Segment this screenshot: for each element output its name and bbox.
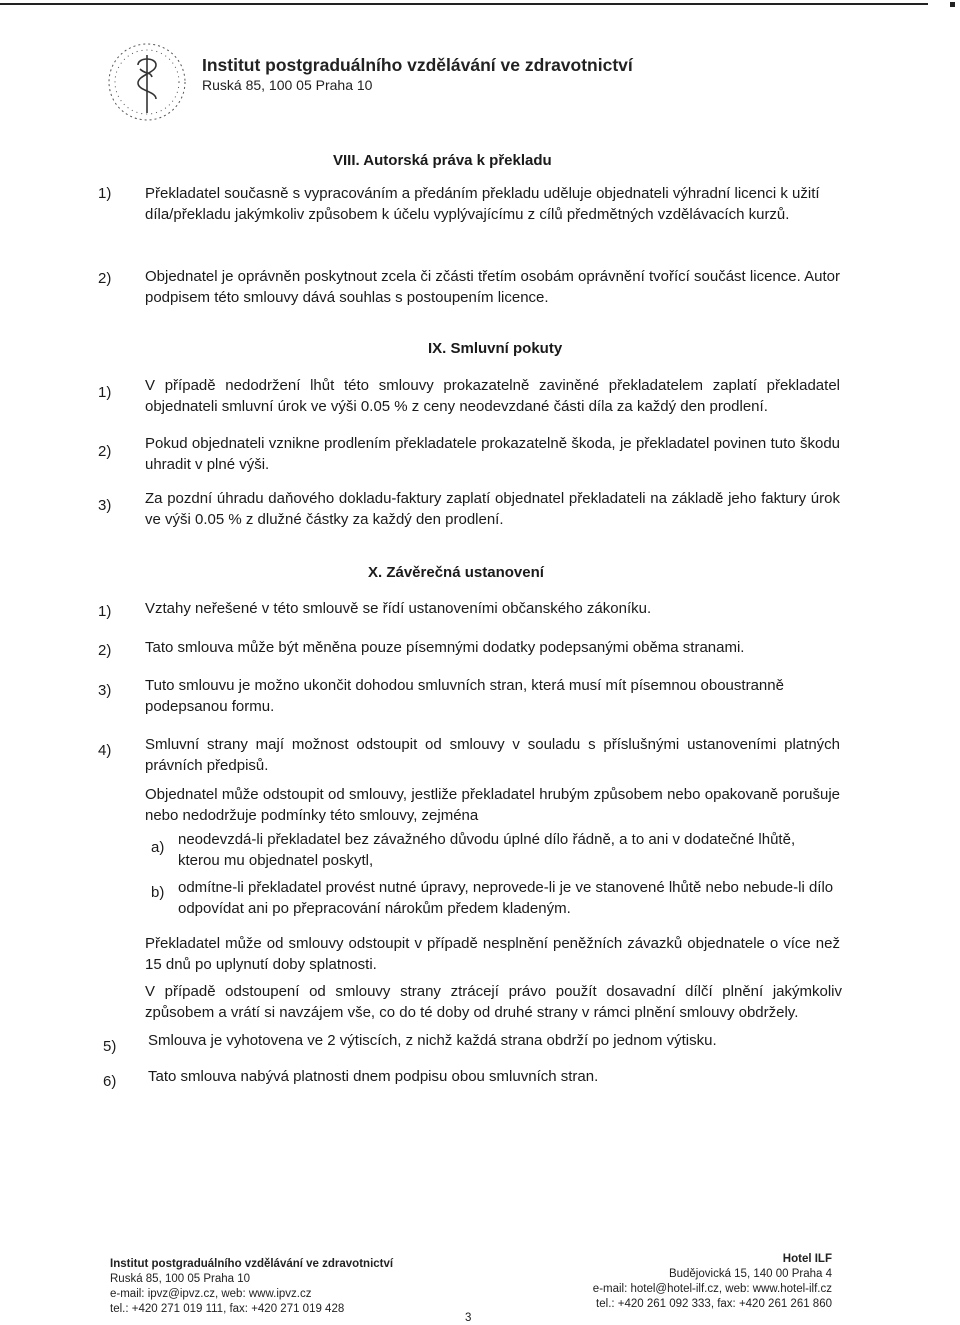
item-number: 2)	[98, 443, 112, 460]
item-number: 3)	[98, 682, 112, 699]
footer-right-phone: tel.: +420 261 092 333, fax: +420 261 261 860	[596, 1298, 832, 1310]
item-text: Tuto smlouvu je možno ukončit dohodou smluvních stran, která musí mít písemnou oboustranně podepsanou formu.	[145, 677, 784, 715]
subitem-letter: a)	[151, 839, 165, 856]
footer-left-contact: e-mail: ipvz@ipvz.cz, web: www.ipvz.cz	[110, 1288, 312, 1300]
item-text: Pokud objednateli vznikne prodlením překladatele prokazatelně škoda, je překladatel povinen tuto škodu uhradit v plné výši.	[145, 435, 840, 473]
footer-right-address: Budějovická 15, 140 00 Praha 4	[668, 1268, 832, 1280]
paragraph-text: V případě odstoupení od smlouvy strany ztrácejí právo použít dosavadní dílčí plnění jakýmkoliv způsobem a vrátí si navzájem vše, co do té doby od druhé strany v rámci plnění smlouvy obdržely.	[145, 983, 842, 1021]
item-text: Smluvní strany mají možnost odstoupit od smlouvy v souladu s příslušnými ustanoveními platných právních předpisů.	[145, 736, 840, 774]
page-number: 3	[465, 1312, 472, 1324]
section-title-viii: VIII. Autorská práva k překladu	[333, 152, 552, 169]
institute-logo-icon	[100, 35, 195, 130]
item-text: V případě nedodržení lhůt této smlouvy prokazatelně zaviněné překladatelem zaplatí překladatel objednateli smluvní úrok ve výši 0.05 % z ceny neodevzdané části díla za každý den prodlení.	[145, 377, 840, 415]
item-number: 4)	[98, 742, 112, 759]
section-title-ix: IX. Smluvní pokuty	[428, 340, 563, 357]
paragraph-text: Objednatel může odstoupit od smlouvy, jestliže překladatel hrubým způsobem nebo opakovaně porušuje nebo nedodržuje podmínky této smlouvy, zejména	[145, 786, 840, 824]
item-text: Tato smlouva může být měněna pouze písemnými dodatky podepsanými oběma stranami.	[145, 639, 745, 656]
item-text: Tato smlouva nabývá platnosti dnem podpisu obou smluvních stran.	[148, 1068, 599, 1085]
footer-left-address: Ruská 85, 100 05 Praha 10	[110, 1273, 251, 1285]
item-number: 3)	[98, 497, 112, 514]
item-number: 1)	[98, 384, 112, 401]
subitem-text: neodevzdá-li překladatel bez závažného důvodu úplné dílo řádně, a to ani v dodatečné lhůtě, kterou mu objednatel poskytl,	[178, 831, 796, 869]
item-text: Za pozdní úhradu daňového dokladu-faktury zaplatí objednatel překladateli na základě jeho faktury úrok ve výši 0.05 % z dlužné částky za každý den prodlení.	[145, 490, 840, 528]
item-number: 2)	[98, 270, 112, 287]
header-institute-name: Institut postgraduálního vzdělávání ve zdravotnictví	[202, 55, 633, 75]
item-text: Objednatel je oprávněn poskytnout zcela či zčásti třetím osobám oprávnění tvořící součást licence. Autor podpisem této smlouvy dává souhlas s postoupením licence.	[145, 268, 840, 306]
footer-right-name: Hotel ILF	[782, 1253, 832, 1265]
item-text: Překladatel současně s vypracováním a předáním překladu uděluje objednateli výhradní licenci k užití díla/překladu jakýmkoliv způsobem k účelu vyplývajícímu z cílů předmětných vzdělávacích kurzů.	[145, 185, 820, 223]
item-text: Vztahy neřešené v této smlouvě se řídí ustanoveními občanského zákoníku.	[145, 600, 652, 617]
footer-right-contact: e-mail: hotel@hotel-ilf.cz, web: www.hotel-ilf.cz	[592, 1283, 832, 1295]
footer-left	[110, 1257, 393, 1317]
footer-right	[593, 1252, 832, 1312]
section-title-x: X. Závěrečná ustanovení	[368, 564, 544, 581]
footer-left-phone: tel.: +420 271 019 111, fax: +420 271 019 428	[110, 1303, 345, 1315]
item-number: 6)	[103, 1073, 117, 1090]
corner-mark	[950, 2, 955, 7]
subitem-text: odmítne-li překladatel provést nutné úpravy, neprovede-li je ve stanovené lhůtě nebo nebude-li dílo odpovídat ani po přepracování nárokům předem kladeným.	[178, 879, 834, 917]
item-number: 2)	[98, 642, 112, 659]
top-rule	[0, 3, 928, 5]
header-institute-address: Ruská 85, 100 05 Praha 10	[202, 77, 373, 93]
paragraph-text: Překladatel může od smlouvy odstoupit v případě nesplnění peněžních závazků objednatele o více než 15 dnů po uplynutí doby splatnosti.	[145, 935, 840, 973]
item-number: 1)	[98, 603, 112, 620]
item-number: 1)	[98, 185, 112, 202]
item-number: 5)	[103, 1038, 117, 1055]
subitem-letter: b)	[151, 884, 165, 901]
item-text: Smlouva je vyhotovena ve 2 výtiscích, z nichž každá strana obdrží po jednom výtisku.	[148, 1032, 717, 1049]
footer-left-name: Institut postgraduálního vzdělávání ve zdravotnictví	[110, 1258, 394, 1270]
